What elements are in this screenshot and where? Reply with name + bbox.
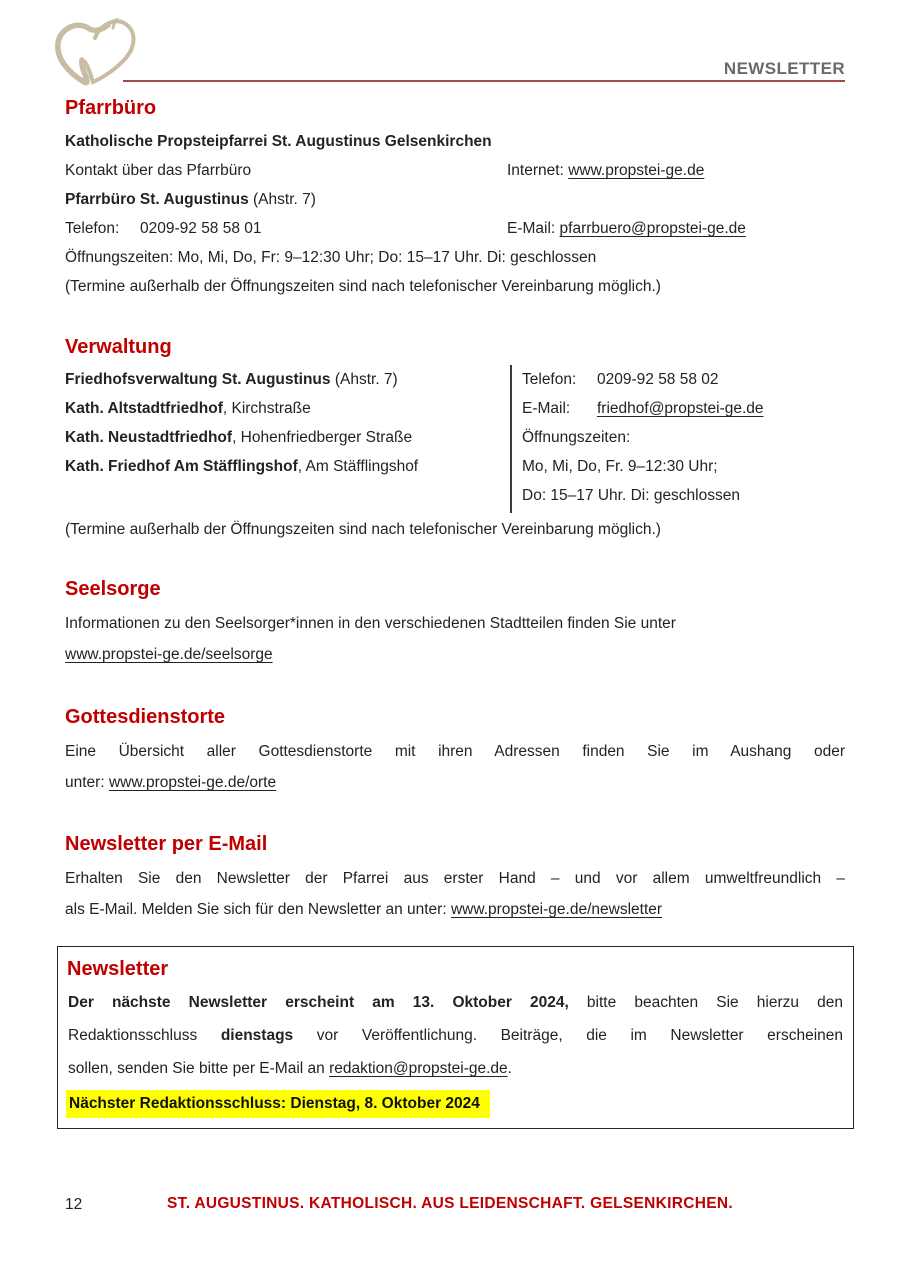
newsletter-box-heading: Newsletter xyxy=(67,958,169,980)
verwaltung-heading: Verwaltung xyxy=(65,336,172,358)
newsletter-email-link[interactable]: www.propstei-ge.de/newsletter xyxy=(450,901,663,918)
pfarrbuero-note: (Termine außerhalb der Öffnungszeiten sind nach telefonischer Vereinbarung möglich.) xyxy=(65,278,661,295)
verwaltung-email-label: E-Mail: xyxy=(522,400,571,417)
verwaltung-hours-line1: Mo, Mi, Do, Fr. 9–12:30 Uhr; xyxy=(522,458,718,475)
box-line2-pre: Redaktionsschluss xyxy=(68,1027,221,1044)
kontakt-line: Kontakt über das Pfarrbüro xyxy=(65,162,252,179)
newsletter-email-text: Erhalten Sie den Newsletter der Pfarrei aus erster Hand – und vor allem umweltfreundlich – xyxy=(65,870,845,887)
location-name: Kath. Neustadtfriedhof xyxy=(65,429,233,446)
gottesdienstorte-heading: Gottesdienstorte xyxy=(65,706,226,728)
location-detail: , Am Stäfflingshof xyxy=(297,458,419,475)
location-row xyxy=(65,456,418,478)
office-address: (Ahstr. 7) xyxy=(248,191,316,208)
email-label: E-Mail: xyxy=(507,220,560,237)
telefon-label: Telefon: xyxy=(65,220,120,237)
verwaltung-telefon-number: 0209-92 58 58 02 xyxy=(597,371,719,388)
location-detail: , Kirchstraße xyxy=(222,400,311,417)
internet-link[interactable]: www.propstei-ge.de xyxy=(568,162,705,179)
redaktion-email-link[interactable]: redaktion@propstei-ge.de xyxy=(329,1060,508,1077)
internet-label: Internet: xyxy=(507,162,569,179)
telefon-number: 0209-92 58 58 01 xyxy=(140,220,262,237)
box-line3-pre: sollen, senden Sie bitte per E-Mail an xyxy=(68,1060,330,1077)
location-detail: , Hohenfriedberger Straße xyxy=(232,429,413,446)
email-link[interactable]: pfarrbuero@propstei-ge.de xyxy=(559,220,746,237)
header-rule xyxy=(123,80,845,82)
newsletter-header-label: NEWSLETTER xyxy=(723,59,845,78)
verwaltung-email-link[interactable]: friedhof@propstei-ge.de xyxy=(597,400,764,417)
location-row xyxy=(65,427,412,449)
seelsorge-heading: Seelsorge xyxy=(65,578,161,600)
newsletter-email-heading: Newsletter per E-Mail xyxy=(65,833,268,855)
location-name: Friedhofsverwaltung St. Augustinus xyxy=(65,371,331,388)
location-row xyxy=(65,398,311,420)
deadline-highlight: Nächster Redaktionsschluss: Dienstag, 8. Oktober 2024 xyxy=(66,1090,490,1118)
box-line3-post: . xyxy=(507,1060,512,1077)
verwaltung-telefon-label: Telefon: xyxy=(522,371,577,388)
pfarrbuero-heading: Pfarrbüro xyxy=(65,97,157,119)
verwaltung-divider xyxy=(510,365,512,513)
seelsorge-link[interactable]: www.propstei-ge.de/seelsorge xyxy=(65,646,273,663)
box-line2-bold: dienstags xyxy=(220,1027,294,1044)
location-name: Kath. Friedhof Am Stäfflingshof xyxy=(65,458,298,475)
box-line2-rest: vor Veröffentlichung. Beiträge, die im Newsletter erscheinen xyxy=(293,1027,843,1044)
verwaltung-hours-line2: Do: 15–17 Uhr. Di: geschlossen xyxy=(522,487,740,504)
footer-motto: ST. AUGUSTINUS. KATHOLISCH. AUS LEIDENSCHAFT. GELSENKIRCHEN. xyxy=(167,1195,733,1212)
gottesdienstorte-text: Eine Übersicht aller Gottesdienstorte mit ihren Adressen finden Sie im Aushang oder xyxy=(65,743,845,760)
location-row xyxy=(65,369,398,391)
seelsorge-text: Informationen zu den Seelsorger*innen in den verschiedenen Stadtteilen finden Sie unter xyxy=(65,615,676,632)
verwaltung-hours-label: Öffnungszeiten: xyxy=(522,429,631,446)
org-name: Katholische Propsteipfarrei St. Augustinus Gelsenkirchen xyxy=(65,133,492,150)
gottesdienstorte-text2: unter: xyxy=(65,774,109,791)
newsletter-box xyxy=(57,946,854,1129)
office-name: Pfarrbüro St. Augustinus xyxy=(65,191,249,208)
page-number: 12 xyxy=(65,1196,83,1213)
newsletter-email-text2: als E-Mail. Melden Sie sich für den Newsletter an unter: xyxy=(65,901,451,918)
box-line1-rest: bitte beachten Sie hierzu den xyxy=(568,994,843,1011)
verwaltung-note: (Termine außerhalb der Öffnungszeiten sind nach telefonischer Vereinbarung möglich.) xyxy=(65,521,661,538)
box-line1-bold: Der nächste Newsletter erscheint am 13. Oktober 2024, xyxy=(68,994,569,1011)
pfarrbuero-hours: Öffnungszeiten: Mo, Mi, Do, Fr: 9–12:30 Uhr; Do: 15–17 Uhr. Di: geschlossen xyxy=(65,249,597,266)
location-name: Kath. Altstadtfriedhof xyxy=(65,400,223,417)
location-detail: (Ahstr. 7) xyxy=(330,371,398,388)
gottesdienstorte-link[interactable]: www.propstei-ge.de/orte xyxy=(108,774,277,791)
